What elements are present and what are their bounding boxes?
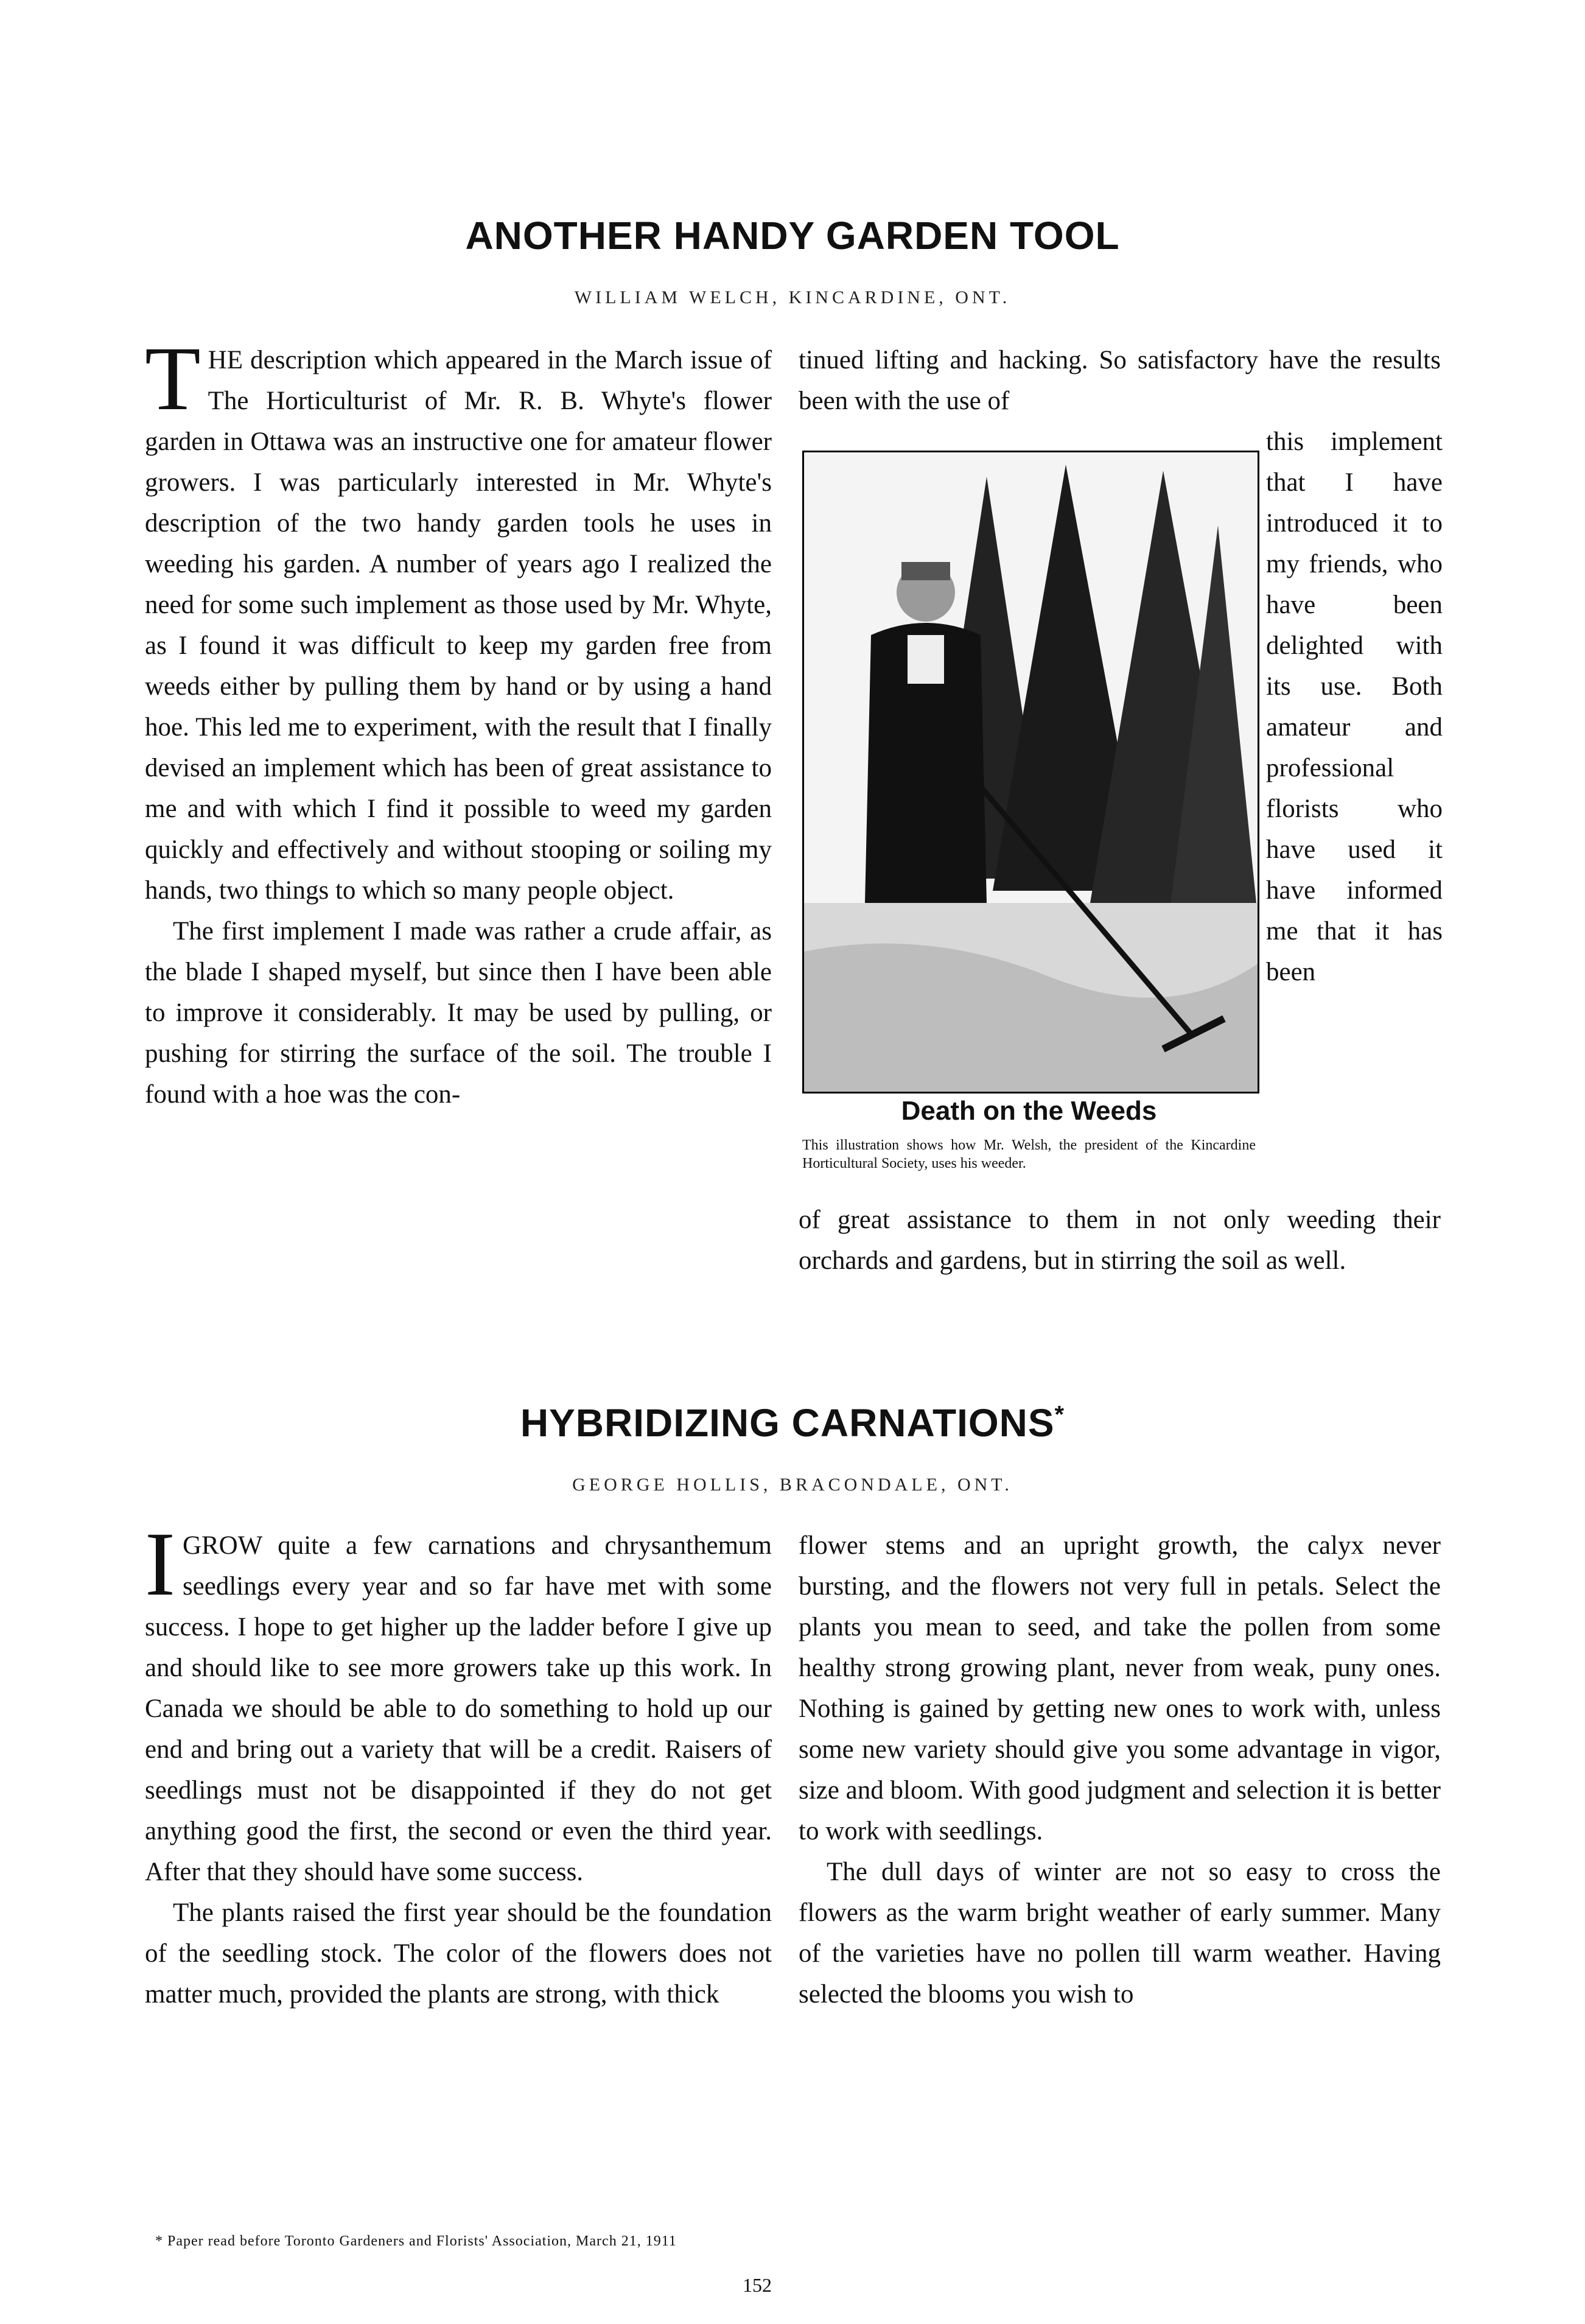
article-title: HYBRIDIZING CARNATIONS* bbox=[520, 1401, 1065, 1445]
photo-caption-title: Death on the Weeds bbox=[901, 1096, 1157, 1126]
drop-cap: I bbox=[145, 1514, 175, 1615]
article-paragraph: of great assistance to them in not only weeding their orchards and gardens, but in stirring the soil as well. bbox=[799, 1206, 1441, 1275]
weeding-illustration bbox=[804, 452, 1258, 1092]
weeding-photo bbox=[802, 451, 1259, 1094]
article-paragraph: this implement that I have introduced it to my friends, who have been delighted with its use. Both amateur and professional florists who have used it have informed me that it has been bbox=[1266, 427, 1443, 986]
article-paragraph: IGROW quite a few carnations and chrysanthemum seedlings every year and so far have met with some success. I hope to get higher up the ladder before I give up and should like to see more growers take up this work. In Canada we should be able to do something to hold up our end and bring out a variety that will be a credit. Raisers of seedlings must not be disappointed if they do not get anything good the first, the second or even the third year. After that they should have some success. bbox=[145, 1514, 772, 1886]
article-right-top bbox=[799, 340, 1441, 421]
article-paragraph: flower stems and an upright growth, the calyx never bursting, and the flowers not very full in petals. Select the plants you mean to seed, and take the pollen from some healthy strong growing plant, never from weak, puny ones. Nothing is gained by getting new ones to work with, unless some new variety should give you some advantage in vigor, size and bloom. With good judgment and selection it is better to work with seedlings. bbox=[799, 1531, 1441, 1845]
article-paragraph: The dull days of winter are not so easy to cross the flowers as the warm bright weather of early summer. Many of the varieties have no pollen till warm weather. Having selected the blooms you wish to bbox=[799, 1858, 1441, 2009]
footnote: * Paper read before Toronto Gardeners and Florists' Association, March 21, 1911 bbox=[155, 2233, 677, 2249]
footnote-mark: * bbox=[1054, 1401, 1065, 1428]
article-paragraph: THE description which appeared in the March issue of The Horticulturist of Mr. R. B. Whyte's flower garden in Ottawa was an instructive one for amateur flower growers. I was particularly interested in Mr. Whyte's description of the two handy garden tools he uses in weeding his garden. A number of years ago I realized the need for some such implement as those used by Mr. Whyte, as I found it was difficult to keep my garden free from weeds either by pulling them by hand or by using a hand hoe. This led me to experiment, with the result that I finally devised an implement which has been of great assistance to me and with which I find it possible to weed my garden quickly and effectively and without stooping or soiling my hands, two things to which so many people object. bbox=[145, 328, 772, 905]
photo-caption-body: This illustration shows how Mr. Welsh, the president of the Kincardine Horticultural Society, uses his weeder. bbox=[802, 1137, 1256, 1171]
article-right-column bbox=[799, 1525, 1441, 2015]
article-paragraph: The first implement I made was rather a crude affair, as the blade I shaped myself, but since then I have been able to improve it considerably. It may be used by pulling, or pushing for stirring the surface of the soil. The trouble I found with a hoe was the con- bbox=[145, 917, 772, 1109]
article-byline: WILLIAM WELCH, KINCARDINE, ONT. bbox=[574, 287, 1011, 307]
article-left-column bbox=[145, 1514, 772, 2015]
article-paragraph: The plants raised the first year should be the foundation of the seedling stock. The color of the flowers does not matter much, provided the plants are strong, with thick bbox=[145, 1898, 772, 2009]
article-title: ANOTHER HANDY GARDEN TOOL bbox=[465, 214, 1120, 258]
article-byline: GEORGE HOLLIS, BRACONDALE, ONT. bbox=[572, 1475, 1013, 1495]
page-number: 152 bbox=[743, 2274, 772, 2296]
article-right-narrow bbox=[1266, 421, 1443, 992]
article-right-bottom bbox=[799, 1199, 1441, 1281]
article-paragraph: tinued lifting and hacking. So satisfactory have the results been with the use of bbox=[799, 346, 1441, 415]
article-left-column bbox=[145, 328, 772, 1115]
drop-cap: T bbox=[145, 328, 201, 429]
